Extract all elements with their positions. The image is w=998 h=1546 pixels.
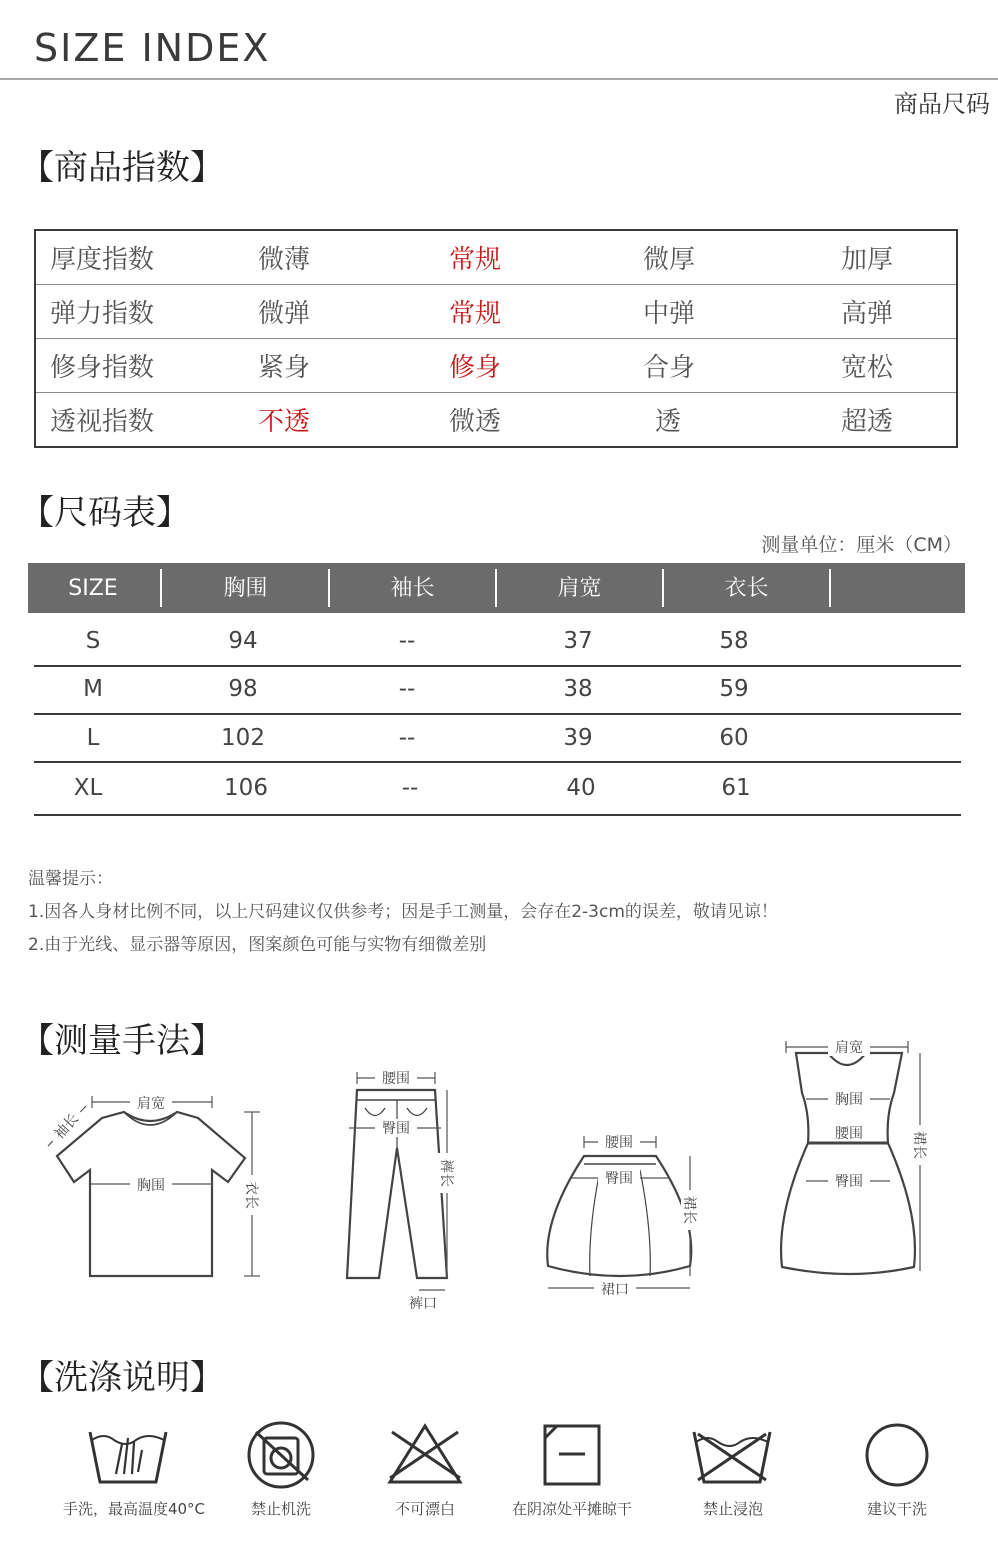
index-option: 微弹 <box>258 299 311 329</box>
dress-chest-label: 胸围 <box>835 1092 863 1108</box>
index-option-selected: 不透 <box>258 407 311 437</box>
table-row <box>0 628 998 658</box>
skirt-length-label: 裙长 <box>681 1196 697 1224</box>
no-soak-icon <box>688 1420 778 1490</box>
cell-chest: 102 <box>221 725 265 751</box>
no-bleach-icon <box>380 1420 470 1490</box>
cell-chest: 94 <box>228 628 258 654</box>
index-option: 超透 <box>841 407 894 437</box>
no-machine-wash-icon <box>236 1420 326 1490</box>
dress-waist-label: 腰围 <box>835 1126 863 1142</box>
pants-svg <box>335 1068 465 1313</box>
cell-sleeve: -- <box>398 676 416 702</box>
cell-size: S <box>85 628 101 654</box>
index-option-selected: 常规 <box>449 245 502 275</box>
skirt-waist-label: 腰围 <box>605 1135 633 1151</box>
cell-size: M <box>83 676 103 702</box>
cell-length: 58 <box>719 628 749 654</box>
index-row-elasticity <box>36 285 956 339</box>
title-divider <box>0 78 998 80</box>
pants-hem-label: 裤口 <box>409 1296 437 1312</box>
index-row-label: 透视指数 <box>50 407 155 437</box>
dress-hip-label: 臀围 <box>835 1174 863 1190</box>
index-row-fit <box>36 339 956 393</box>
index-option: 微透 <box>449 407 502 437</box>
tshirt-length-label: 衣长 <box>243 1181 259 1209</box>
pants-diagram <box>335 1068 465 1313</box>
care-label-no-machine-wash: 禁止机洗 <box>250 1500 311 1518</box>
table-row <box>0 725 998 755</box>
cell-shoulder: 39 <box>563 725 593 751</box>
tips-line-2: 2.由于光线、显示器等原因，图案颜色可能与实物有细微差别 <box>28 935 487 955</box>
dry-clean-icon <box>852 1420 942 1490</box>
pants-hip-label: 臀围 <box>382 1121 410 1137</box>
index-row-label: 厚度指数 <box>50 245 155 275</box>
column-header-chest: 胸围 <box>223 576 268 601</box>
cell-size: L <box>86 725 100 751</box>
column-header-sleeve: 袖长 <box>390 576 435 601</box>
cell-sleeve: -- <box>398 628 416 654</box>
index-option-selected: 常规 <box>449 299 502 329</box>
index-option: 加厚 <box>841 245 894 275</box>
tshirt-svg <box>40 1090 265 1285</box>
cell-length: 61 <box>721 775 751 801</box>
index-option: 合身 <box>643 353 696 383</box>
cell-sleeve: -- <box>401 775 419 801</box>
cell-shoulder: 38 <box>563 676 593 702</box>
page-title: SIZE INDEX <box>34 26 271 70</box>
index-option: 宽松 <box>841 353 894 383</box>
table-row <box>0 676 998 706</box>
index-option: 微薄 <box>258 245 311 275</box>
column-separator <box>829 569 831 607</box>
index-row-thickness <box>36 231 956 285</box>
index-option: 高弹 <box>841 299 894 329</box>
skirt-hip-label: 臀围 <box>605 1171 633 1187</box>
index-option: 透 <box>655 407 682 437</box>
column-separator <box>160 569 162 607</box>
index-option: 紧身 <box>258 353 311 383</box>
care-label-no-bleach: 不可漂白 <box>394 1500 455 1518</box>
row-divider <box>34 713 961 715</box>
pants-waist-label: 腰围 <box>382 1071 410 1087</box>
cell-shoulder: 37 <box>563 628 593 654</box>
size-table-header <box>28 563 965 613</box>
tshirt-sleeve-label: 袖长 <box>51 1110 83 1143</box>
hand-wash-icon <box>84 1420 174 1490</box>
tips-line-1: 1.因各人身材比例不同，以上尺码建议仅供参考；因是手工测量，会存在2-3cm的误差，敬请见谅！ <box>28 902 778 922</box>
tips-title: 温馨提示： <box>28 869 113 889</box>
skirt-hem-label: 裙口 <box>601 1282 629 1298</box>
section-heading-care: 【洗涤说明】 <box>20 1358 224 1398</box>
section-heading-index: 【商品指数】 <box>20 148 224 188</box>
index-row-label: 修身指数 <box>50 353 155 383</box>
cell-shoulder: 40 <box>566 775 596 801</box>
index-row-label: 弹力指数 <box>50 299 155 329</box>
cell-length: 59 <box>719 676 749 702</box>
row-divider <box>34 761 961 763</box>
section-heading-measure: 【测量手法】 <box>20 1021 224 1061</box>
care-label-dry-flat-shade: 在阴凉处平摊晾干 <box>511 1500 632 1518</box>
row-divider <box>34 665 961 667</box>
column-header-shoulder: 肩宽 <box>557 576 602 601</box>
page-subtitle: 商品尺码 <box>894 90 990 118</box>
tshirt-shoulder-label: 肩宽 <box>137 1096 165 1112</box>
care-label-dry-clean: 建议干洗 <box>866 1500 927 1518</box>
skirt-diagram <box>530 1130 715 1305</box>
dress-diagram <box>770 1035 945 1285</box>
table-row <box>0 775 998 805</box>
pants-length-label: 裤长 <box>438 1159 454 1187</box>
dress-length-label: 裙长 <box>911 1131 927 1159</box>
cell-sleeve: -- <box>398 725 416 751</box>
skirt-svg <box>530 1130 715 1305</box>
index-table <box>34 229 958 448</box>
tshirt-chest-label: 胸围 <box>137 1178 165 1194</box>
cell-chest: 106 <box>224 775 268 801</box>
care-label-no-soak: 禁止浸泡 <box>702 1500 763 1518</box>
dress-svg <box>770 1035 945 1285</box>
index-option-selected: 修身 <box>449 353 502 383</box>
index-option: 微厚 <box>643 245 696 275</box>
column-header-length: 衣长 <box>724 576 769 601</box>
cell-size: XL <box>73 775 103 801</box>
tshirt-diagram <box>40 1090 265 1285</box>
row-divider <box>34 814 961 816</box>
index-option: 中弹 <box>643 299 696 329</box>
column-header-size: SIZE <box>68 576 118 601</box>
section-heading-size-chart: 【尺码表】 <box>20 493 190 533</box>
unit-note: 测量单位：厘米（CM） <box>761 534 962 556</box>
index-row-sheerness <box>36 393 956 446</box>
cell-chest: 98 <box>228 676 258 702</box>
dress-shoulder-label: 肩宽 <box>835 1040 863 1056</box>
dry-flat-in-shade-icon <box>527 1420 617 1490</box>
care-label-hand-wash: 手洗，最高温度40°C <box>62 1500 206 1518</box>
cell-length: 60 <box>719 725 749 751</box>
